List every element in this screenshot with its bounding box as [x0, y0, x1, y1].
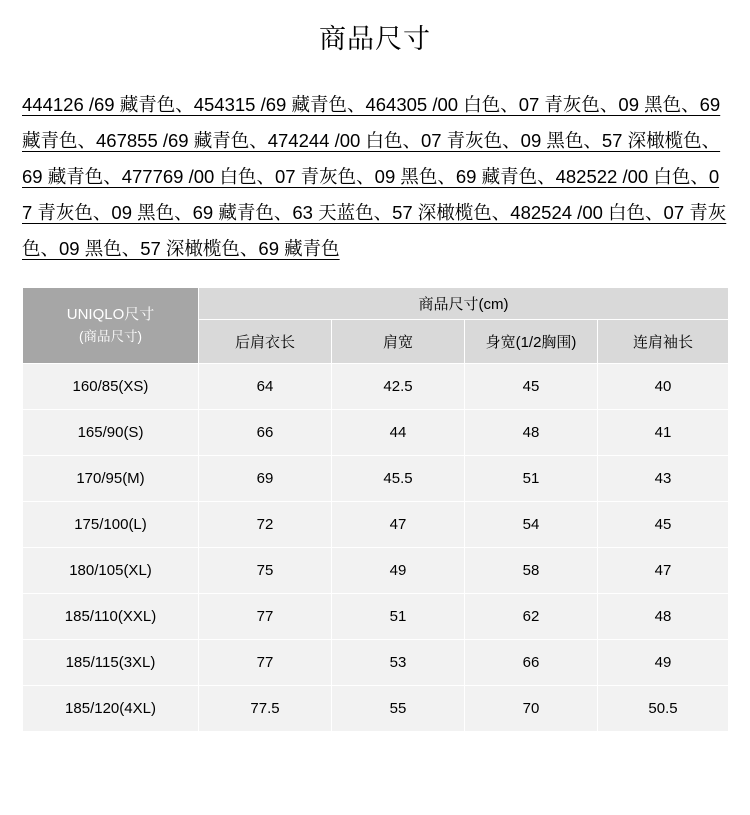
column-header-body-width: 身宽(1/2胸围)	[465, 320, 598, 364]
table-row	[23, 410, 729, 456]
cell-shoulder-width: 51	[332, 594, 465, 640]
cell-shoulder-width: 55	[332, 686, 465, 732]
cell-body-width: 58	[465, 548, 598, 594]
cell-raglan-sleeve-length: 45	[598, 502, 729, 548]
cell-raglan-sleeve-length: 41	[598, 410, 729, 456]
product-code-color-description: 444126 /69 藏青色、454315 /69 藏青色、464305 /00 白色、07 青灰色、09 黑色、69 藏青色、467855 /69 藏青色、474244 /00 白色、07 青灰色、09 黑色、57 深橄榄色、69 藏青色、477769 /00 白色、07 青灰色、09 黑色、69 藏青色、482522 /00 白色、07 青灰色、09 黑色、69 藏青色、63 天蓝色、57 深橄榄色、482524 /00 白色、07 青灰色、09 黑色、57 深橄榄色、69 藏青色	[22, 94, 727, 259]
row-size-label: 165/90(S)	[23, 410, 199, 456]
cell-body-width: 45	[465, 364, 598, 410]
cell-raglan-sleeve-length: 43	[598, 456, 729, 502]
product-size-document	[0, 26, 750, 815]
cell-body-width: 70	[465, 686, 598, 732]
cell-raglan-sleeve-length: 47	[598, 548, 729, 594]
row-size-label: 185/110(XXL)	[23, 594, 199, 640]
cell-body-width: 54	[465, 502, 598, 548]
cell-back-shoulder-length: 77.5	[199, 686, 332, 732]
table-row	[23, 456, 729, 502]
row-size-label: 160/85(XS)	[23, 364, 199, 410]
cell-raglan-sleeve-length: 50.5	[598, 686, 729, 732]
cell-body-width: 62	[465, 594, 598, 640]
cell-back-shoulder-length: 77	[199, 640, 332, 686]
cell-back-shoulder-length: 75	[199, 548, 332, 594]
cell-body-width: 66	[465, 640, 598, 686]
column-header-shoulder-width: 肩宽	[332, 320, 465, 364]
cell-raglan-sleeve-length: 49	[598, 640, 729, 686]
size-table	[22, 287, 729, 732]
row-size-label: 185/120(4XL)	[23, 686, 199, 732]
cell-shoulder-width: 49	[332, 548, 465, 594]
table-row	[23, 364, 729, 410]
row-size-label: 185/115(3XL)	[23, 640, 199, 686]
table-header-row-group	[23, 288, 729, 320]
cell-shoulder-width: 42.5	[332, 364, 465, 410]
cell-shoulder-width: 44	[332, 410, 465, 456]
table-row	[23, 686, 729, 732]
page-title: 商品尺寸	[319, 24, 431, 54]
cell-body-width: 51	[465, 456, 598, 502]
corner-header-line1: UNIQLO尺寸	[66, 305, 155, 323]
cell-back-shoulder-length: 64	[199, 364, 332, 410]
group-header: 商品尺寸(cm)	[199, 288, 729, 320]
row-size-label: 180/105(XL)	[23, 548, 199, 594]
cell-body-width: 48	[465, 410, 598, 456]
size-table-body	[23, 364, 729, 732]
column-header-back-shoulder-length: 后肩衣长	[199, 320, 332, 364]
cell-shoulder-width: 53	[332, 640, 465, 686]
table-row	[23, 640, 729, 686]
cell-back-shoulder-length: 77	[199, 594, 332, 640]
corner-header-line2: (商品尺寸)	[79, 328, 142, 344]
cell-raglan-sleeve-length: 40	[598, 364, 729, 410]
table-row	[23, 594, 729, 640]
cell-raglan-sleeve-length: 48	[598, 594, 729, 640]
corner-header	[23, 288, 199, 364]
cell-shoulder-width: 47	[332, 502, 465, 548]
cell-back-shoulder-length: 72	[199, 502, 332, 548]
cell-back-shoulder-length: 69	[199, 456, 332, 502]
table-row	[23, 548, 729, 594]
cell-back-shoulder-length: 66	[199, 410, 332, 456]
size-table-container	[22, 287, 728, 732]
cell-shoulder-width: 45.5	[332, 456, 465, 502]
row-size-label: 175/100(L)	[23, 502, 199, 548]
column-header-raglan-sleeve-length: 连肩袖长	[598, 320, 729, 364]
size-table-head	[23, 288, 729, 364]
row-size-label: 170/95(M)	[23, 456, 199, 502]
table-row	[23, 502, 729, 548]
